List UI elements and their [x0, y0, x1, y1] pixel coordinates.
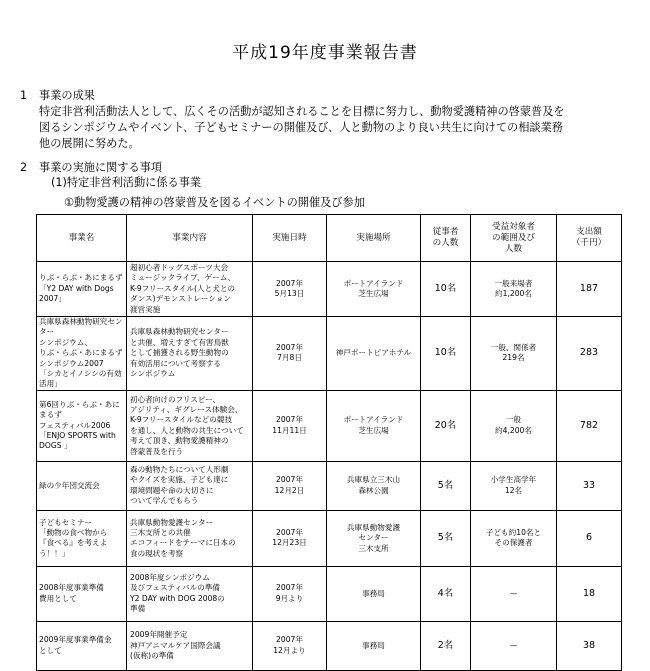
header-name: 事業名 [37, 215, 127, 262]
table-row [37, 390, 622, 461]
header-date: 実施日時 [253, 215, 327, 262]
cell-date: 2007年 11月11日 [253, 390, 327, 461]
cell-date: 2007年 5月13日 [253, 262, 327, 317]
cell-target: — [471, 566, 557, 621]
cell-staff: 5名 [421, 510, 471, 566]
cell-content: 森の動物たちについて人形劇 やクイズを実施、子ども達に 環境問題や命の大切さに ついて学んでもらう [127, 461, 253, 510]
cell-content: 超初心者ドッグスポーツ大会 ミュージックライブ、ゲーム、 K-9フリースタイル(人と犬との ダンス)デモンストレーション 渡営実施 [127, 262, 253, 317]
table-row [37, 262, 622, 317]
cell-date: 2007年 12月2日 [253, 461, 327, 510]
cell-content: 2009年開催予定 神戸アニマルケア国際会議 (仮称)の準備 [127, 621, 253, 670]
cell-staff: 4名 [421, 566, 471, 621]
cell-target: 一般、関係者 219名 [471, 317, 557, 391]
cell-date: 2007年 12月23日 [253, 510, 327, 566]
table-row [37, 566, 622, 621]
cell-content: 兵庫県動物愛護センター 三木支所との共催 エコフィードをテーマに日本の 食の現状を考察 [127, 510, 253, 566]
cell-staff: 2名 [421, 621, 471, 670]
section-2-item-heading: ①動物愛護の精神の啓蒙普及を図るイベントの開催及び参加 [64, 196, 365, 209]
header-amount: 支出額 （千円） [557, 215, 622, 262]
table-row [37, 510, 622, 566]
cell-staff: 10名 [421, 317, 471, 391]
section-2-number: 2 [20, 161, 28, 174]
cell-content: 兵庫県森林動物研究センター と共催、増えすぎて有害鳥獣 として捕獲される野生動物の 有効活用について考察する シンポジウム [127, 317, 253, 391]
cell-name: 2008年度事業準備 費用として [37, 566, 127, 621]
cell-place: 兵庫県立三木山 森林公園 [327, 461, 421, 510]
cell-staff: 20名 [421, 390, 471, 461]
cell-name: 第6回りぶ・らぶ・あにまるず フェスティバル2006 「ENJO SPORTS with DOGS 」 [37, 390, 127, 461]
cell-place: 事務局 [327, 621, 421, 670]
header-staff: 従事者 の人数 [421, 215, 471, 262]
section-1-body-line: 特定非営利活動法人として、広くその活動が認知されることを目標に努力し、動物愛護精神の啓蒙普及を [39, 105, 565, 118]
cell-amount: 782 [557, 390, 622, 461]
cell-target: 一般 約4,200名 [471, 390, 557, 461]
section-1-number: 1 [20, 89, 28, 102]
cell-amount: 18 [557, 566, 622, 621]
table-row [37, 461, 622, 510]
section-2-heading: 事業の実施に関する事項 [39, 161, 163, 174]
cell-name: 子どもセミナー 「動物の食べ物から 『食べる』を考えよう！！」 [37, 510, 127, 566]
cell-amount: 187 [557, 262, 622, 317]
table-row [37, 621, 622, 670]
cell-amount: 38 [557, 621, 622, 670]
table-row [37, 317, 622, 391]
cell-name: 緑の少年団交流会 [37, 461, 127, 510]
cell-amount: 33 [557, 461, 622, 510]
cell-content: 2008年度シンポジウム 及びフェスティバルの準備 Y2 DAY with DOG 2008の 準備 [127, 566, 253, 621]
section-1-heading: 事業の成果 [39, 89, 95, 102]
cell-staff: 10名 [421, 262, 471, 317]
cell-place: 兵庫県動物愛護 センター 三木支所 [327, 510, 421, 566]
cell-date: 2007年 7月8日 [253, 317, 327, 391]
section-1-body-line: 他の展開に努めた。 [39, 137, 140, 150]
cell-place: ポートアイランド 芝生広場 [327, 262, 421, 317]
activity-table [36, 214, 622, 671]
cell-place: 事務局 [327, 566, 421, 621]
cell-content: 初心者向けのフリスビー、 アジリティ、ギグレース体験会、 K-9フリースタイルなどの競技 を通し、人と動物の共生について 考えて頂き、動物愛護精神の 啓蒙普及を行う [127, 390, 253, 461]
section-2-subheading: (1)特定非営利活動に係る事業 [51, 176, 202, 189]
cell-staff: 5名 [421, 461, 471, 510]
cell-amount: 6 [557, 510, 622, 566]
section-1-body-line: 図るシンポジウムやイベント、子どもセミナーの開催及び、人と動物のより良い共生に向けての相談業務 [39, 121, 563, 134]
cell-target: 一般来場者 約1,200名 [471, 262, 557, 317]
cell-target: 子ども約10名と その保護者 [471, 510, 557, 566]
cell-name: 2009年度事業準備金 として [37, 621, 127, 670]
cell-amount: 283 [557, 317, 622, 391]
header-target: 受益対象者 の範囲及び 人数 [471, 215, 557, 262]
cell-place: 神戸ポートピアホテル [327, 317, 421, 391]
cell-date: 2007年 12月より [253, 621, 327, 670]
table-header-row [37, 215, 622, 262]
header-content: 事業内容 [127, 215, 253, 262]
cell-target: — [471, 621, 557, 670]
cell-target: 小学生高学年 12名 [471, 461, 557, 510]
header-place: 実施場所 [327, 215, 421, 262]
cell-date: 2007年 9月より [253, 566, 327, 621]
cell-name: 兵庫県森林動物研究センター シンポジウム、 りぶ・らぶ・あにまるず シンポジウム2007 「シカとイノシシの有効活用」 [37, 317, 127, 391]
cell-place: ポートアイランド 芝生広場 [327, 390, 421, 461]
page-title: 平成19年度事業報告書 [232, 43, 418, 63]
section-1-body [39, 104, 639, 152]
cell-name: りぶ・らぶ・あにまるず 「Y2 DAY with Dogs 2007」 [37, 262, 127, 317]
